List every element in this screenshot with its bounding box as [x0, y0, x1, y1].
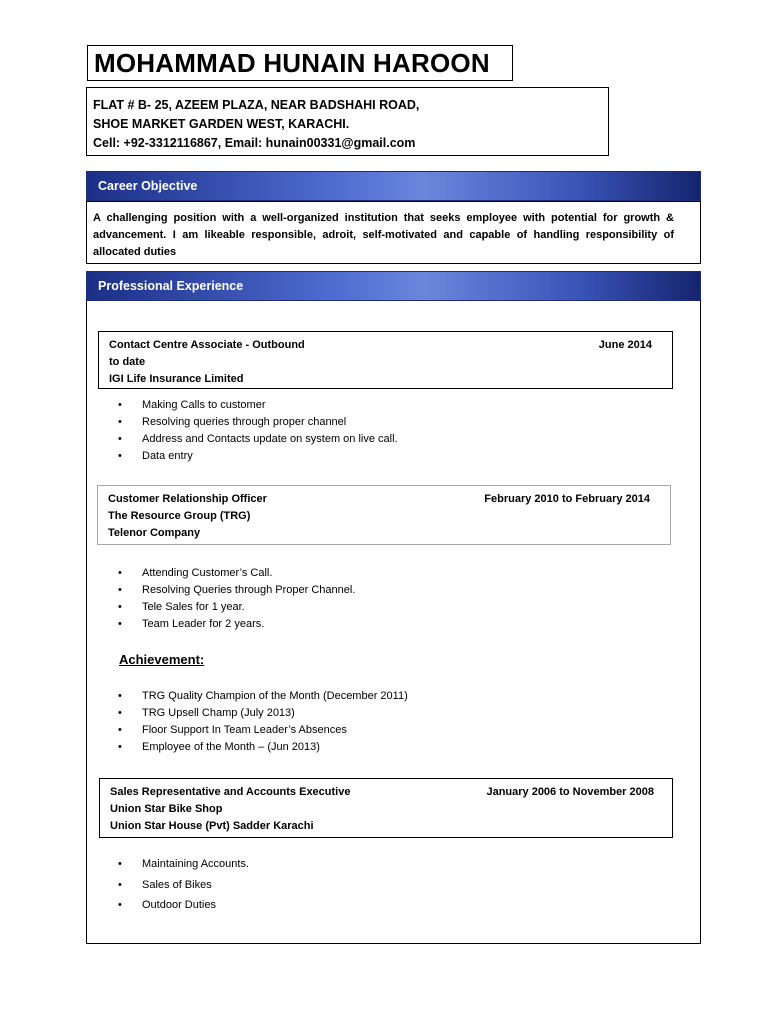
job-employer: The Resource Group (TRG)	[108, 510, 251, 522]
job-employer: IGI Life Insurance Limited	[109, 373, 244, 385]
achievement-list	[112, 688, 408, 756]
job-dates-continued: to date	[109, 356, 146, 368]
professional-experience-title: Professional Experience	[98, 279, 244, 293]
list-item: • Resolving queries through proper channel	[112, 414, 398, 431]
job-title: Sales Representative and Accounts Executive	[110, 786, 351, 798]
list-item: • TRG Quality Champion of the Month (December 2011)	[112, 688, 408, 705]
list-item: • Attending Customer’s Call.	[112, 565, 355, 582]
candidate-name: MOHAMMAD HUNAIN HAROON	[87, 45, 513, 81]
job-dates: February 2010 to February 2014	[484, 493, 650, 505]
job-employer: Union Star Bike Shop	[110, 803, 223, 815]
job-title: Contact Centre Associate - Outbound	[109, 339, 305, 351]
job-client: Telenor Company	[108, 527, 201, 539]
career-objective-title: Career Objective	[98, 179, 198, 193]
job-address: Union Star House (Pvt) Sadder Karachi	[110, 820, 314, 832]
list-item: • Outdoor Duties	[112, 895, 249, 916]
achievement-title: Achievement:	[119, 652, 205, 667]
job-2-duties	[112, 565, 355, 633]
address-line-1: FLAT # B- 25, AZEEM PLAZA, NEAR BADSHAHI ROAD,	[93, 98, 420, 112]
address-line-2: SHOE MARKET GARDEN WEST, KARACHI.	[93, 117, 350, 131]
list-item: • Team Leader for 2 years.	[112, 616, 355, 633]
list-item: • Resolving Queries through Proper Channel.	[112, 582, 355, 599]
job-header-3	[99, 778, 673, 838]
list-item: • Sales of Bikes	[112, 875, 249, 896]
job-dates: June 2014	[598, 339, 652, 351]
list-item: • Floor Support In Team Leader’s Absences	[112, 722, 408, 739]
professional-experience-header	[86, 271, 701, 301]
list-item: • Tele Sales for 1 year.	[112, 599, 355, 616]
list-item: • Address and Contacts update on system on live call.	[112, 431, 398, 448]
job-header-2	[97, 485, 671, 545]
contact-details	[86, 87, 609, 156]
list-item: • Employee of the Month – (Jun 2013)	[112, 739, 408, 756]
job-title: Customer Relationship Officer	[108, 493, 267, 505]
job-dates: January 2006 to November 2008	[486, 786, 654, 798]
job-1-duties	[112, 397, 398, 465]
career-objective-header	[86, 171, 701, 201]
list-item: • Data entry	[112, 448, 398, 465]
career-objective-text: A challenging position with a well-organized institution that seeks employee with potential for growth & advancement. I am likeable responsible, adroit, self-motivated and capable of handling responsibility of allocated duties	[86, 201, 701, 264]
list-item: • Making Calls to customer	[112, 397, 398, 414]
job-3-duties	[112, 854, 249, 916]
job-header-1	[98, 331, 673, 389]
list-item: • Maintaining Accounts.	[112, 854, 249, 875]
list-item: • TRG Upsell Champ (July 2013)	[112, 705, 408, 722]
contact-line: Cell: +92-3312116867, Email: hunain00331@gmail.com	[93, 136, 416, 150]
